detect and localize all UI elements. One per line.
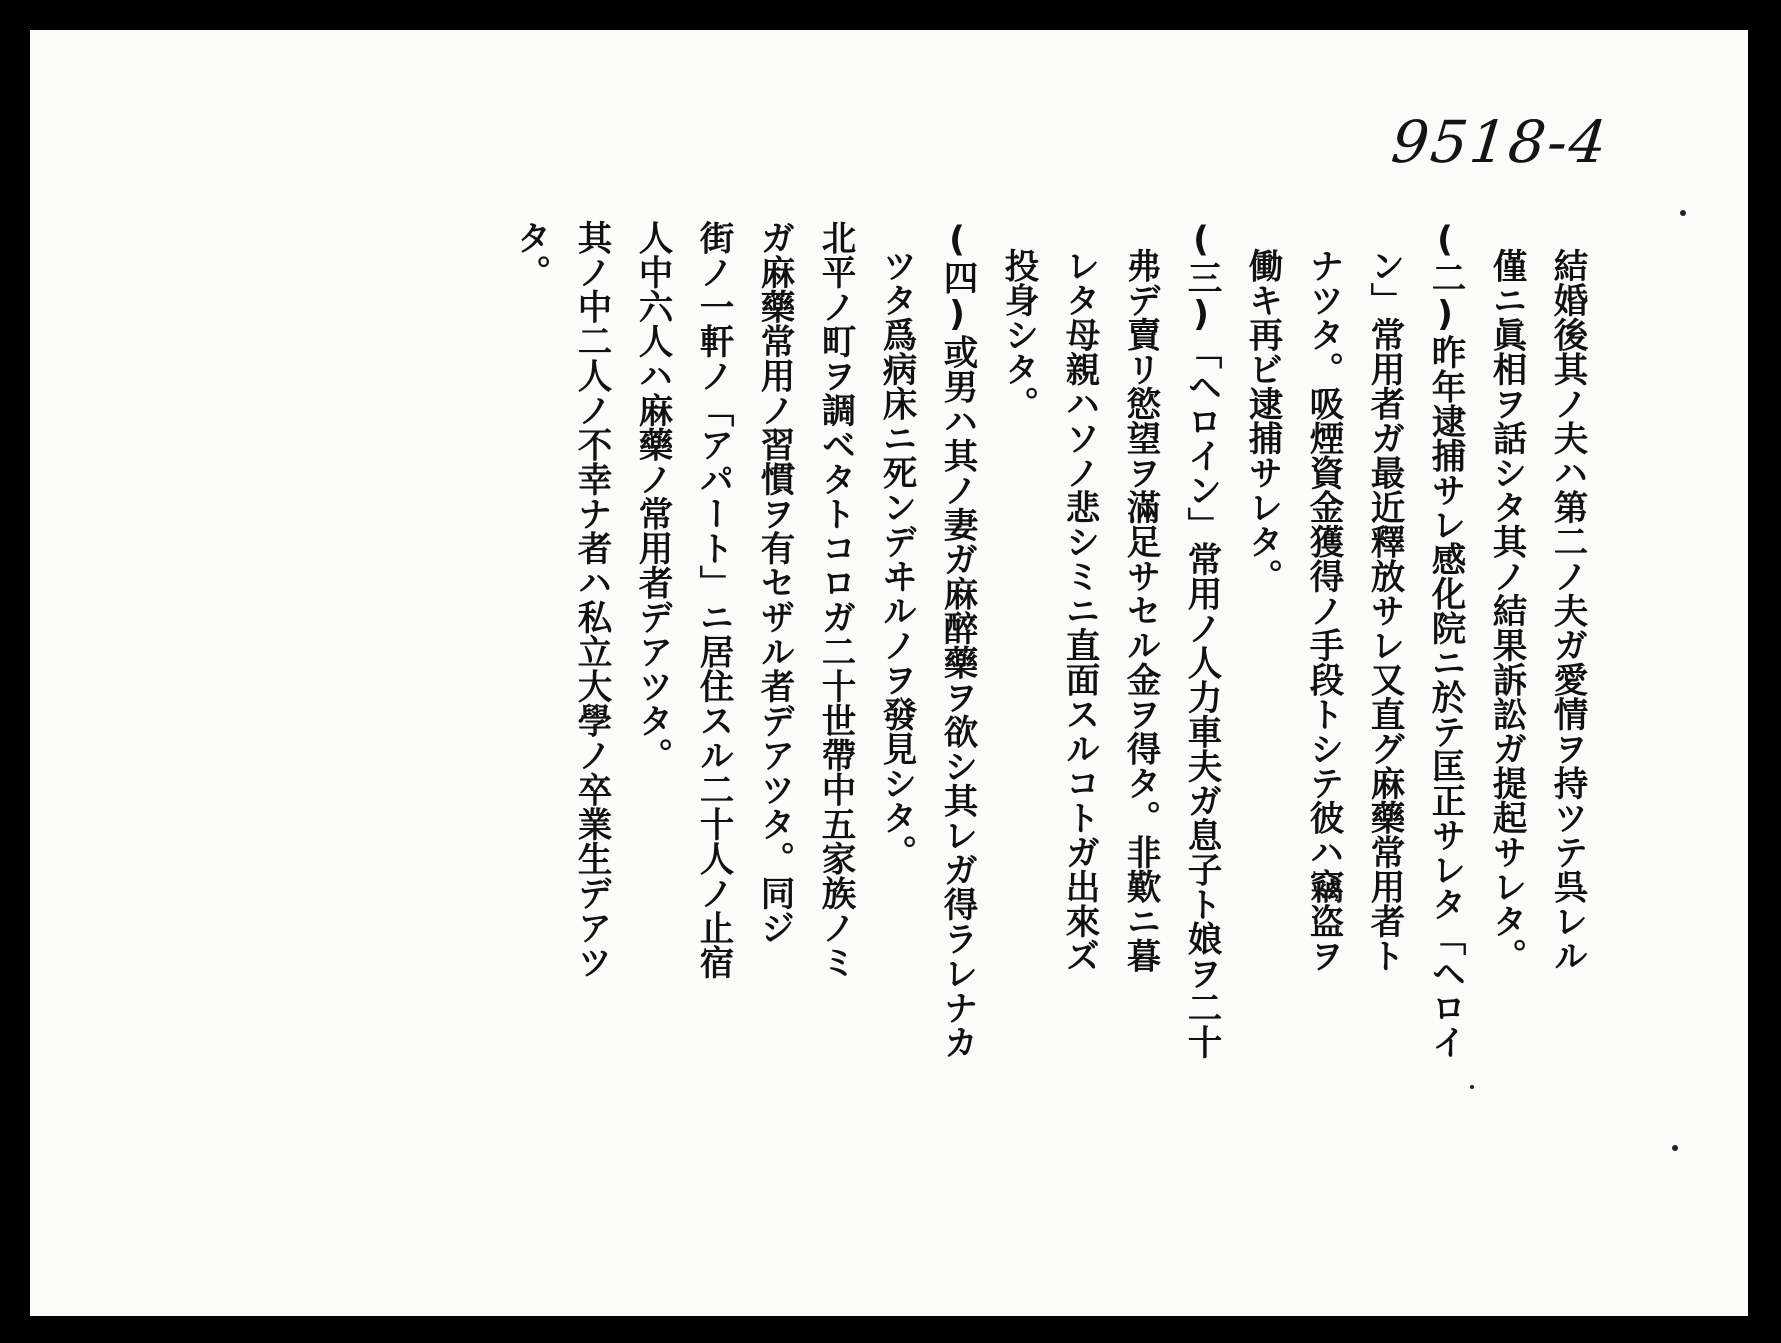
text-column-17: 其ノ中二人ノ不幸ナ者ハ私立大學ノ卒業生デアツ — [571, 220, 611, 979]
text-column-9: レタ母親ハソノ悲シミニ直面スルコトガ出來ズ — [1059, 248, 1099, 973]
text-column-10: 投身シタ。 — [998, 248, 1038, 421]
text-column-4: ン」常用者ガ最近釋放サレ又直グ麻藥常用者ト — [1364, 248, 1404, 973]
ink-speck — [1680, 210, 1686, 216]
text-column-7: (三)「ヘロイン」常用ノ人力車夫ガ息子ト娘ヲ二十 — [1181, 220, 1221, 1059]
text-column-5: ナツタ。吸煙資金獲得ノ手段トシテ彼ハ竊盗ヲ — [1303, 248, 1343, 973]
handwritten-document-number: 9518-4 — [1388, 108, 1612, 176]
text-column-3: (二)昨年逮捕サレ感化院ニ於テ匡正サレタ「ヘロイ — [1425, 220, 1465, 1059]
text-column-15: 街ノ一軒ノ「アパート」ニ居住スル二十人ノ止宿 — [693, 220, 733, 979]
text-column-16: 人中六人ハ麻藥ノ常用者デアツタ。 — [632, 220, 672, 772]
text-column-8: 弗デ賣リ慾望ヲ滿足サセル金ヲ得タ。非歎ニ暮 — [1120, 248, 1160, 973]
text-column-14: ガ麻藥常用ノ習慣ヲ有セザル者デアツタ。同ジ — [754, 220, 794, 945]
text-column-12: ツタ爲病床ニ死ンデヰルノヲ發見シタ。 — [876, 248, 916, 869]
document-page — [30, 30, 1748, 1316]
ink-speck — [1470, 1085, 1474, 1089]
text-column-13: 北平ノ町ヲ調ベタトコロガ二十世帶中五家族ノミ — [815, 220, 855, 979]
text-column-2: 僅ニ眞相ヲ話シタ其ノ結果訴訟ガ提起サレタ。 — [1486, 248, 1526, 973]
text-column-6: 働キ再ビ逮捕サレタ。 — [1242, 248, 1282, 593]
text-column-11: (四)或男ハ其ノ妻ガ麻醉藥ヲ欲シ其レガ得ラレナカ — [937, 220, 977, 1059]
text-column-1: 結婚後其ノ夫ハ第二ノ夫ガ愛情ヲ持ツテ呉レル — [1547, 248, 1587, 973]
text-column-18: タ。 — [510, 220, 550, 289]
ink-speck — [1672, 1145, 1678, 1151]
